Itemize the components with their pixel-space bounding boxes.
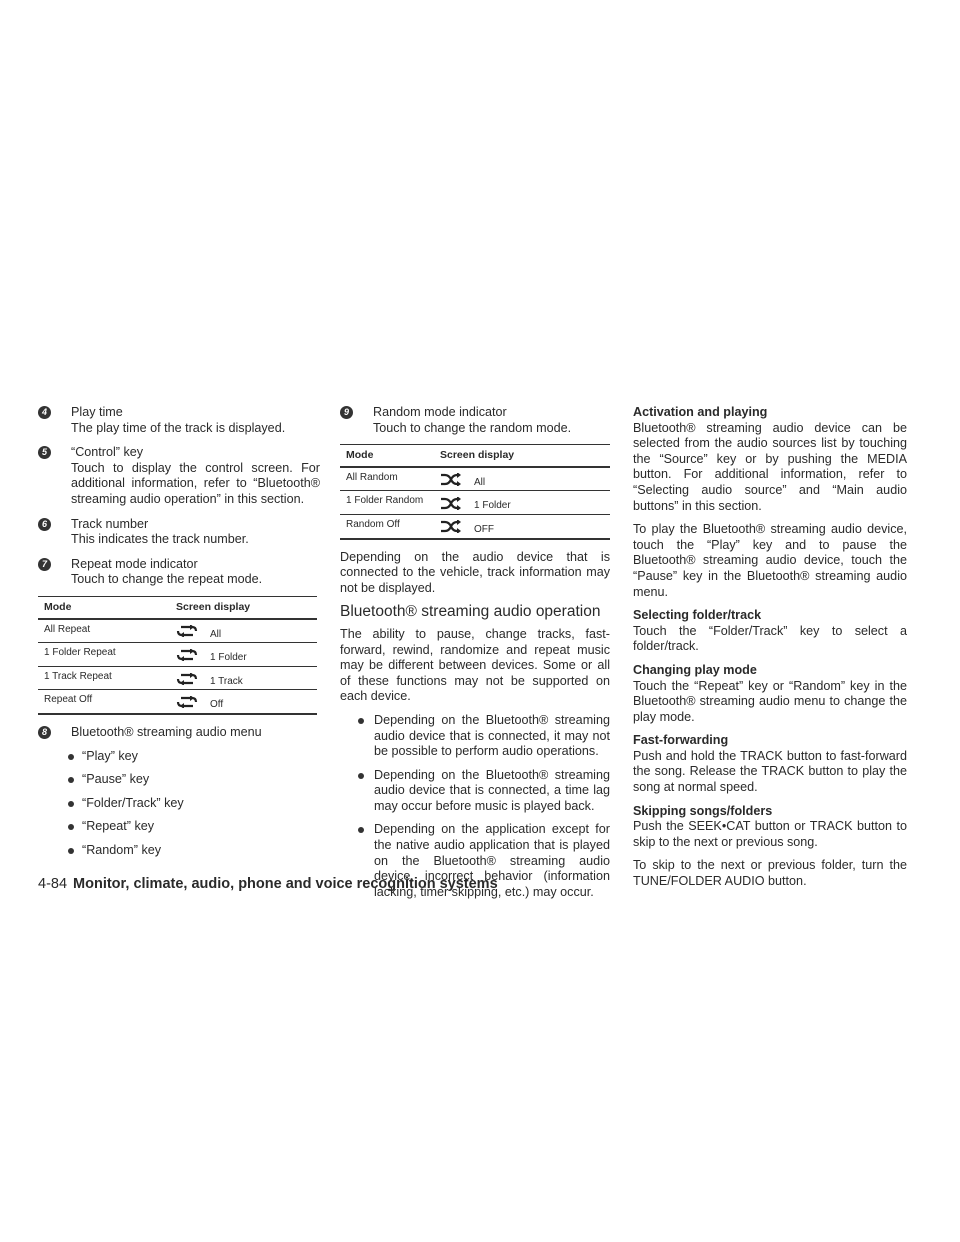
paragraph: Push the SEEK•CAT button or TRACK button to skip to the next or previous song. <box>633 819 907 849</box>
table-cell-mode: Random Off <box>340 514 434 538</box>
page-number: 4-84 <box>38 876 68 892</box>
table-cell-mode: All Random <box>340 467 434 491</box>
table-row <box>38 690 317 714</box>
list-item: “Pause” key <box>68 772 320 788</box>
item-number-badge: 8 <box>38 726 51 739</box>
item-streaming-menu <box>38 725 320 741</box>
item-description: Touch to change the random mode. <box>373 420 572 435</box>
item-control-key <box>38 445 320 507</box>
list-item: “Folder/Track” key <box>68 796 320 812</box>
table-row <box>38 619 317 643</box>
table-row <box>38 666 317 690</box>
table-cell-mode: 1 Folder Random <box>340 491 434 515</box>
item-title: Track number <box>71 516 149 531</box>
repeat-icon <box>176 649 198 661</box>
table-cell-display: OFF <box>474 523 494 535</box>
item-title: “Control” key <box>71 445 144 460</box>
subheading-fast-forward: Fast-forwarding <box>633 733 729 748</box>
item-title: Random mode indicator <box>373 405 507 419</box>
table-row <box>340 491 610 515</box>
list-item: “Repeat” key <box>68 819 320 835</box>
table-row <box>38 643 317 667</box>
column-1 <box>38 405 320 866</box>
item-repeat-mode <box>38 557 320 588</box>
caution-list <box>340 713 610 901</box>
item-play-time <box>38 405 320 436</box>
table-header-display: Screen display <box>170 596 317 618</box>
shuffle-icon <box>440 497 462 510</box>
device-note: Depending on the audio device that is connected to the vehicle, track information may not be displayed. <box>340 549 610 595</box>
list-item: Depending on the application except for the native audio application that is played on the Bluetooth® streaming audio device, incorrect behavior (information lacking, timer skipping, etc.) may occur. <box>358 822 610 900</box>
subheading-activation: Activation and playing <box>633 405 768 419</box>
table-cell-mode: All Repeat <box>38 619 170 643</box>
table-cell-display: All <box>210 628 222 640</box>
page-footer <box>38 876 498 892</box>
item-number-badge: 6 <box>38 518 51 531</box>
table-cell-display: All <box>474 476 486 488</box>
menu-key-list <box>38 749 320 859</box>
table-row <box>340 467 610 491</box>
repeat-icon <box>176 696 198 708</box>
paragraph: Touch the “Repeat” key or “Random” key in the Bluetooth® streaming audio menu to change the play mode. <box>633 678 907 724</box>
repeat-icon <box>176 673 198 685</box>
column-2 <box>340 405 610 908</box>
subheading-selecting: Selecting folder/track <box>633 608 762 623</box>
column-3 <box>633 405 907 898</box>
section-intro: The ability to pause, change tracks, fast-forward, rewind, randomize and repeat music may be different between devices. Some or all of these functions may not be supported on each device. <box>340 626 610 704</box>
shuffle-icon <box>440 473 462 486</box>
random-mode-table <box>340 444 610 539</box>
item-track-number <box>38 517 320 548</box>
item-number-badge: 9 <box>340 406 353 419</box>
paragraph: To skip to the next or previous folder, turn the TUNE/FOLDER AUDIO button. <box>633 858 907 889</box>
table-cell-display: 1 Track <box>210 675 243 687</box>
table-cell-mode: Repeat Off <box>38 690 170 714</box>
paragraph: Push and hold the TRACK button to fast-forward the song. Release the TRACK button to play the song at normal speed. <box>633 748 907 795</box>
subheading-play-mode: Changing play mode <box>633 662 757 677</box>
paragraph: To play the Bluetooth® streaming audio device, touch the “Play” key and to pause the Bluetooth® streaming audio device, touch the “Pause” key in the Bluetooth® streaming audio menu. <box>633 522 907 599</box>
repeat-mode-table <box>38 596 317 715</box>
subheading-skipping: Skipping songs/folders <box>633 803 773 818</box>
item-number-badge: 4 <box>38 406 51 419</box>
section-heading: Bluetooth® streaming audio operation <box>340 603 601 621</box>
item-title: Repeat mode indicator <box>71 556 198 571</box>
table-cell-display: 1 Folder <box>210 652 247 664</box>
item-number-badge: 7 <box>38 558 51 571</box>
table-header-mode: Mode <box>340 445 434 467</box>
item-title: Bluetooth® streaming audio menu <box>71 724 262 739</box>
item-description: The play time of the track is displayed. <box>71 420 286 435</box>
list-item: Depending on the Bluetooth® streaming audio device that is connected, a time lag may occur before music is played back. <box>358 768 610 815</box>
paragraph: Bluetooth® streaming audio device can be selected from the audio sources list by touching the “Source” key or by pushing the MEDIA button. For additional information, refer to “Selecting audio source” and “Main audio buttons” in this section. <box>633 420 907 513</box>
item-description: Touch to change the repeat mode. <box>71 572 263 587</box>
item-description: Touch to display the control screen. For additional information, refer to “Bluetooth® streaming audio operation” in this section. <box>71 460 320 506</box>
table-cell-display: Off <box>210 699 224 711</box>
table-cell-mode: 1 Track Repeat <box>38 666 170 690</box>
item-title: Play time <box>71 405 123 419</box>
item-description: This indicates the track number. <box>71 532 249 547</box>
table-row <box>340 514 610 538</box>
repeat-icon <box>176 625 198 637</box>
paragraph: Touch the “Folder/Track” key to select a folder/track. <box>633 623 907 654</box>
table-header-mode: Mode <box>38 596 170 618</box>
list-item: “Play” key <box>68 749 320 765</box>
list-item: Depending on the Bluetooth® streaming audio device that is connected, it may not be possible to perform audio operations. <box>358 713 610 760</box>
shuffle-icon <box>440 520 462 533</box>
table-header-display: Screen display <box>434 445 610 467</box>
table-cell-display: 1 Folder <box>474 500 511 512</box>
item-random-mode <box>340 405 610 436</box>
chapter-title: Monitor, climate, audio, phone and voice recognition systems <box>73 876 498 892</box>
table-cell-mode: 1 Folder Repeat <box>38 643 170 667</box>
list-item: “Random” key <box>68 843 320 859</box>
item-number-badge: 5 <box>38 446 51 459</box>
